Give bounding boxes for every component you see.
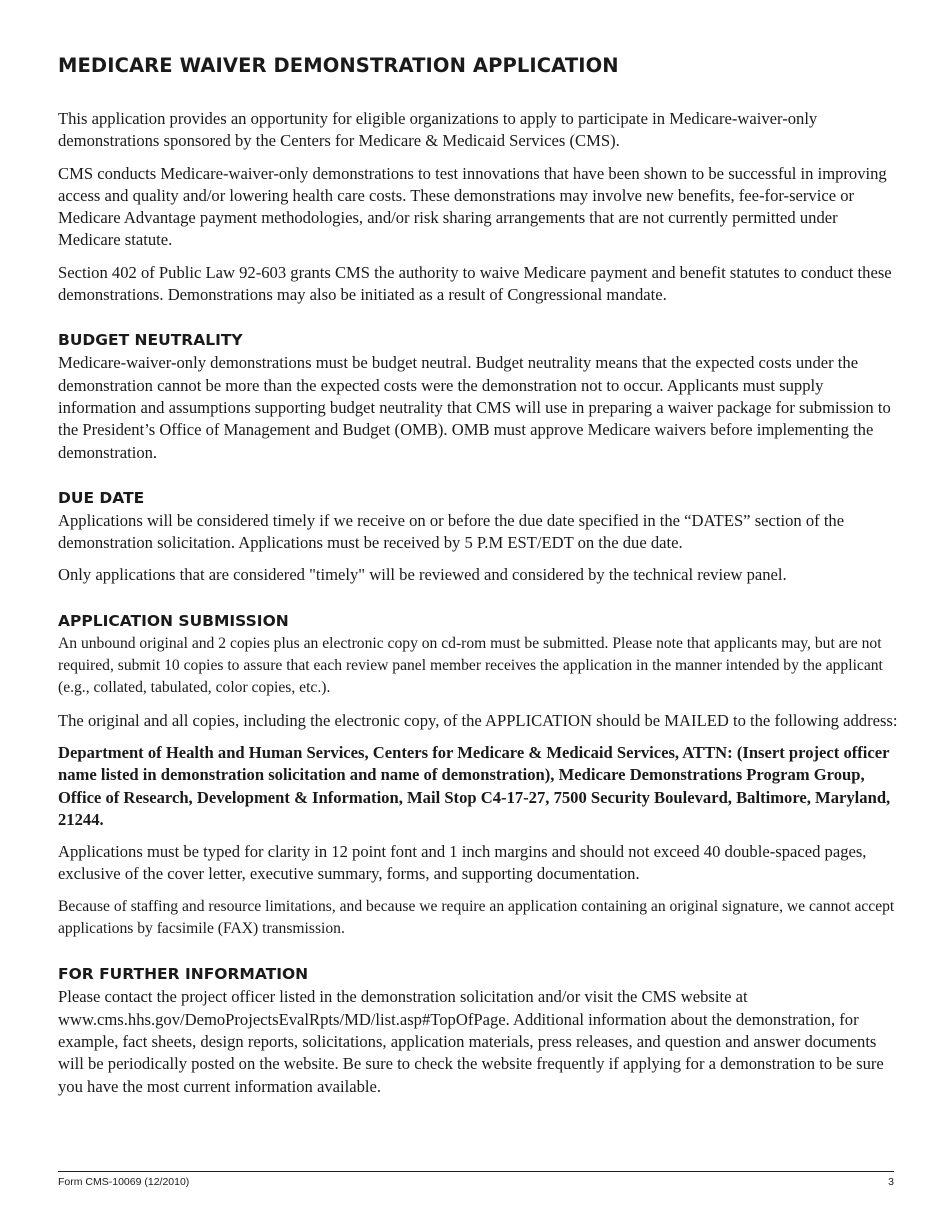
intro-paragraph: This application provides an opportunity for eligible organizations to apply to participate in Medicare-waiver-only demonstrations sponsored by the Centers for Medicare & Medicaid Services (CMS). (58, 109, 818, 151)
intro-paragraph: CMS conducts Medicare-waiver-only demonstrations to test innovations that have been shown to be successful in improving access and quality and/or lowering health care costs. These demonstrations may involve new benefits, fee-for-service or Medicare Advantage payment methodologies, and/or risk sharing arrangements that are not currently permitted under Medicare statute. (58, 163, 887, 250)
form-identifier: Form CMS-10069 (12/2010) (58, 1176, 190, 1188)
page-number: 3 (888, 1176, 894, 1188)
page-title: MEDICARE WAIVER DEMONSTRATION APPLICATION (58, 54, 619, 77)
submission-format-paragraph: Applications must be typed for clarity in 12 point font and 1 inch margins and should not exceed 40 double-spaced pages, exclusive of the cover letter, executive summary, forms, and supporting documentation. (58, 842, 867, 884)
budget-neutrality-paragraph: Medicare-waiver-only demonstrations must be budget neutral. Budget neutrality means that the expected costs under the demonstration cannot be more than the expected costs were the demonstration not to occur. Applicants must supply information and assumptions supporting budget neutrality that CMS will use in preparing a waiver package for submission to the President’s Office of Management and Budget (OMB). OMB must approve Medicare waivers before implementing the demonstration. (58, 353, 891, 462)
application-submission-heading: APPLICATION SUBMISSION (58, 611, 289, 630)
document-page (58, 52, 898, 1108)
further-information-paragraph: Please contact the project officer listed in the demonstration solicitation and/or visit the CMS website at www.cms.hhs.gov/DemoProjectsEvalRpts/MD/list.asp#TopOfPage. Additional information about the demonstration, for example, fact sheets, design reports, solicitations, application materials, press releases, and question and answer documents will be periodically posted on the website. Be sure to check the website frequently if applying for a demonstration to be sure you have the most current information available. (58, 987, 884, 1096)
due-date-heading: DUE DATE (58, 488, 145, 507)
submission-fax-paragraph: Because of staffing and resource limitations, and because we require an application containing an original signature, we cannot accept applications by facsimile (FAX) transmission. (58, 897, 895, 938)
footer-divider (58, 1171, 894, 1172)
further-information-heading: FOR FURTHER INFORMATION (58, 965, 309, 984)
budget-neutrality-heading: BUDGET NEUTRALITY (58, 331, 243, 350)
intro-paragraph: Section 402 of Public Law 92-603 grants CMS the authority to waive Medicare payment and benefit statutes to conduct these demonstrations. Demonstrations may also be initiated as a result of Congressional mandate. (58, 262, 892, 305)
mailing-address: Department of Health and Human Services, Centers for Medicare & Medicaid Services, ATTN: (Insert project officer name listed in demonstration solicitation and name of demonstration), Medicare Demonstrations Program Group, Office of Research, Development & Information, Mail Stop C4-17-27, 7500 Security Boulevard, Baltimore, Maryland, 21244. (58, 742, 891, 829)
due-date-paragraph: Only applications that are considered "timely" will be reviewed and considered by the technical review panel. (58, 565, 787, 585)
due-date-paragraph: Applications will be considered timely if we receive on or before the due date specified in the “DATES” section of the demonstration solicitation. Applications must be received by 5 P.M EST/EDT on the due date. (58, 510, 845, 553)
submission-mailing-paragraph: The original and all copies, including the electronic copy, of the APPLICATION should be MAILED to the following address: (58, 710, 898, 730)
submission-copies-paragraph: An unbound original and 2 copies plus an electronic copy on cd-rom must be submitted. Please note that applicants may, but are not required, submit 10 copies to assure that each review panel member receives the application in the manner intended by the applicant (e.g., collated, tabulated, color copies, etc.). (58, 634, 883, 697)
